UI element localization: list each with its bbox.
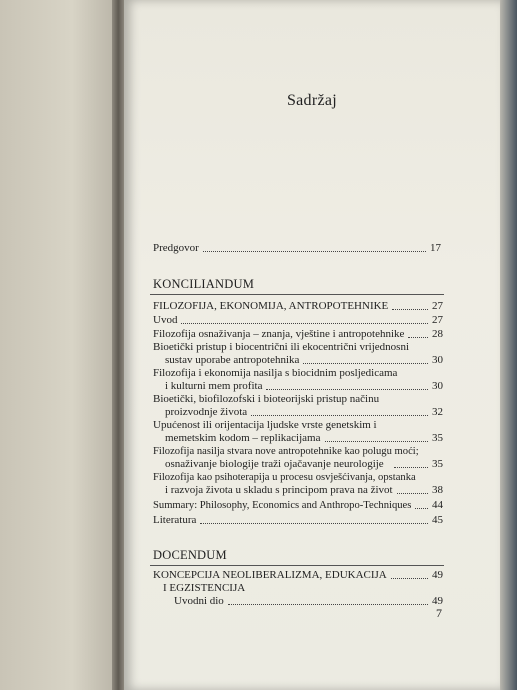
toc-entry: Filozofija kao psihoterapija u procesu osvješćivanja, opstanka i razvoja života u skladu s principom prava na život 38 [153,472,443,496]
toc-entry-page: 17 [430,242,441,254]
toc-entry: Summary: Philosophy, Economics and Anthropo-Techniques 44 [153,499,443,511]
toc-entry-text: Predgovor [153,242,199,254]
left-page-edge [0,0,120,690]
toc-entry: Literatura 45 [153,514,443,526]
toc-entry: KONCEPCIJA NEOLIBERALIZMA, EDUKACIJA 49 I EGZISTENCIJA [153,569,443,594]
section-rule [150,565,444,566]
toc-entry: Filozofija i ekonomija nasilja s biocidnim posljedicama i kulturni mem profita 30 [153,367,443,392]
dot-leader [203,251,426,252]
toc-entry: Bioetički, biofilozofski i bioteorijski pristup načinu proizvodnje života 32 [153,393,443,418]
toc-entry: Upućenost ili orijentacija ljudske vrste genetskim i memetskim kodom – replikacijama 35 [153,419,443,444]
toc-entry: FILOZOFIJA, EKONOMIJA, ANTROPOTEHNIKE 27 [153,300,443,312]
section-rule [150,294,444,295]
page-edge [500,0,517,690]
toc-entry: Filozofija osnaživanja – znanja, vještine i antropotehnike 28 [153,328,443,340]
toc-entry-preface [153,242,441,255]
section-heading: DOCENDUM [153,548,227,562]
toc-entry: Uvodni dio 49 [174,595,443,607]
section-heading: KONCILIANDUM [153,277,255,291]
toc-entry: Uvod 27 [153,314,443,326]
page-number: 7 [436,606,442,620]
toc-entry-page-row: 35 [390,458,443,471]
toc-entry: Bioetički pristup i biocentrični ili ekocentrični vrijednosni sustav uporabe antropotehnika 30 [153,341,443,366]
page-title: Sadržaj [286,92,338,109]
toc-entry: Filozofija nasilja stvara nove antropotehnike kao polugu moći; osnaživanje biologije traži ojačavanje neurologije [153,446,419,470]
